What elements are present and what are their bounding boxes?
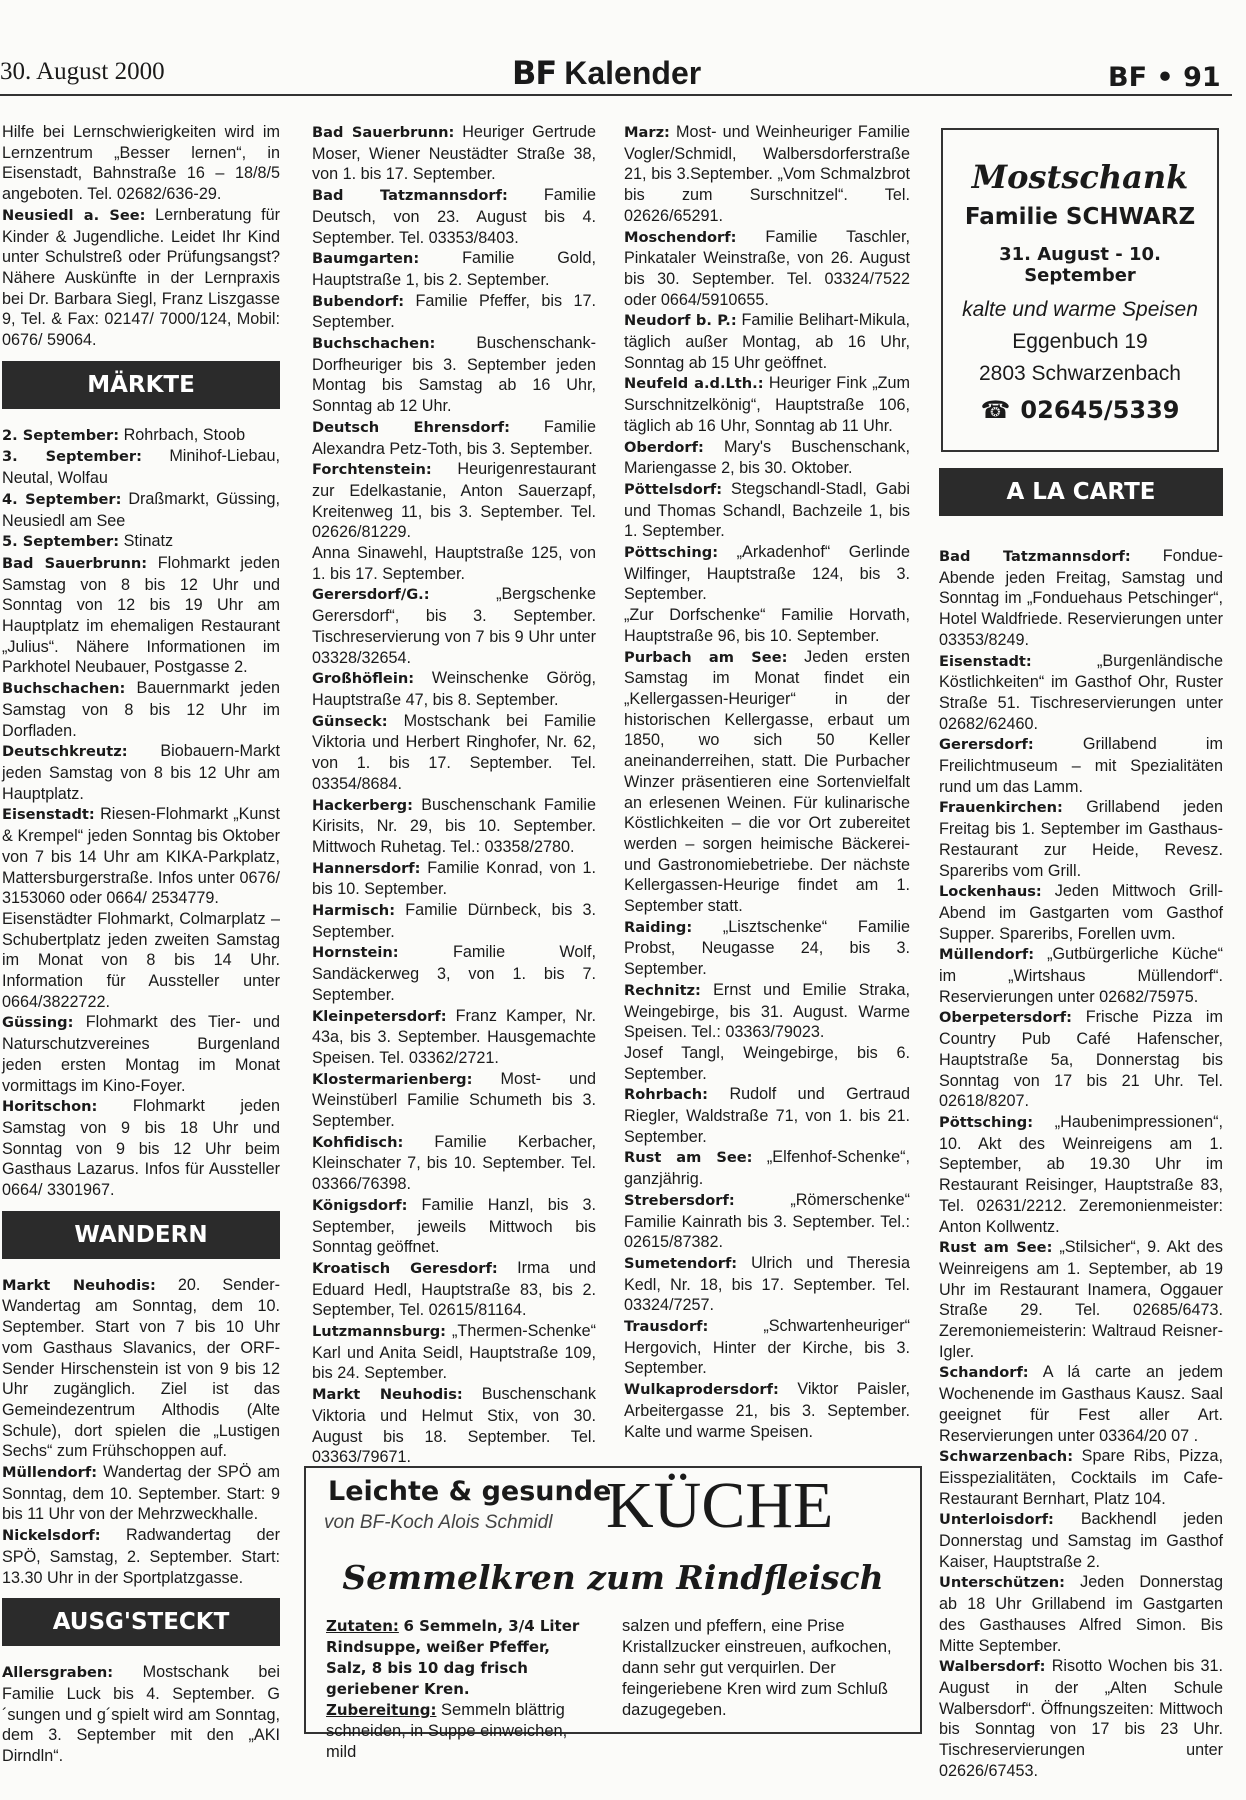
list-item: Markt Neuhodis: 20. Sender-Wandertag am Sonntag, dem 10. September. Start von 7 bis 10 Uhr vom Gasthaus Slavanics, der ORF-Sender Hirschenstein ist von 9 bis 12 Uhr zugänglich. Ziel ist das Gemeindezentrum Althodis (Alte Schule), dort spielen die „Lustigen Sechs“ zum Frühschoppen auf. bbox=[2, 1275, 280, 1461]
list-item: Deutschkreutz: Biobauern-Markt jeden Samstag von 8 bis 12 Uhr am Hauptplatz. bbox=[2, 742, 280, 803]
list-item: Walbersdorf: Risotto Wochen bis 31. August in der „Alten Schule Walbersdorf“. Öffnungszeiten: Mittwoch bis Sonntag von 17 bis 23 Uhr. Tischreservierungen unter 02626/67453. bbox=[939, 1657, 1223, 1780]
phone-icon: ☎ bbox=[980, 396, 1011, 424]
list-item: Pöttelsdorf: Stegschandl-Stadl, Gabi und Thomas Schandl, Bachzeile 1, bis 1. September. bbox=[624, 479, 910, 541]
list-item: Strebersdorf: „Römerschenke“ Familie Kainrath bis 3. September. Tel.: 02615/87382. bbox=[624, 1190, 910, 1252]
list-item: Bad Sauerbrunn: Flohmarkt jeden Samstag von 8 bis 12 Uhr und Sonntag von 12 bis 19 Uhr am Hauptplatz im ehemaligen Restaurant „Julius“. Nähere Informationen im Parkhotel Neubauer, Postgasse 2. bbox=[2, 553, 280, 677]
list-item: Klostermarienberg: Most- und Weinstüberl Familie Schumeth bis 3. September. bbox=[312, 1069, 596, 1131]
wandern-list bbox=[2, 1275, 280, 1589]
column-2 bbox=[312, 122, 596, 1468]
list-item: Rechnitz: Ernst und Emilie Straka, Weingebirge, bis 31. August. Warme Speisen. Tel.: 03363/79023. bbox=[624, 980, 910, 1042]
ad-phone-number: 02645/5339 bbox=[1020, 396, 1180, 424]
list-item: Rust am See: „Elfenhof-Schenke“, ganzjährig. bbox=[624, 1148, 910, 1189]
list-item: 2. September: Rohrbach, Stoob bbox=[2, 425, 246, 444]
list-item: Hilfe bei Lernschwierigkeiten wird im Lernzentrum „Besser lernen“, in Eisenstadt, Bahnstraße 16 – 18/8/5 angeboten. Tel. 02682/636-29. bbox=[2, 123, 280, 204]
section-title-text: Kalender bbox=[564, 55, 702, 91]
list-item: Neufeld a.d.Lth.: Heuriger Fink „Zum Surschnitzelkönig“, Hauptstraße 106, täglich ab 16 Uhr, Sonntag ab 11 Uhr. bbox=[624, 374, 910, 435]
list-item: Nickelsdorf: Radwandertag der SPÖ, Samstag, 2. September. Start: 13.30 Uhr in der Sportplatzgasse. bbox=[2, 1526, 280, 1587]
column-4 bbox=[939, 546, 1223, 1781]
list-item: Neusiedl a. See: Lernberatung für Kinder & Jugendliche. Leidet Ihr Kind unter Schulstreß oder Prüfungsangst? Nähere Auskünfte in der Lernpraxis bei Dr. Barbara Siegl, Franz Liszgasse 9, Tel. & Fax: 02147/ 7000/124, Mobil: 0676/ 59064. bbox=[2, 205, 280, 350]
list-item: Sumetendorf: Ulrich und Theresia Kedl, Nr. 18, bis 17. September. Tel. 03324/7257. bbox=[624, 1253, 910, 1315]
recipe-left-column bbox=[326, 1616, 594, 1763]
list-item: Rohrbach: Rudolf und Gertraud Riegler, Waldstraße 71, von 1. bis 21. September. bbox=[624, 1085, 910, 1146]
list-item: Pöttsching: „Arkadenhof“ Gerlinde Wilfinger, Hauptstraße 124, bis 3. September. bbox=[624, 543, 910, 604]
list-item: Wulkaprodersdorf: Viktor Paisler, Arbeitergasse 21, bis 3. September. Kalte und warme Speisen. bbox=[624, 1380, 910, 1441]
list-item: Königsdorf: Familie Hanzl, bis 3. September, jeweils Mittwoch bis Sonntag geöffnet. bbox=[312, 1195, 596, 1257]
column-3 bbox=[624, 122, 910, 1442]
list-item: Raiding: „Lisztschenke“ Familie Probst, Neugasse 24, bis 3. September. bbox=[624, 917, 910, 979]
list-item: Baumgarten: Familie Gold, Hauptstraße 1, bis 2. September. bbox=[312, 249, 596, 289]
section-title bbox=[512, 54, 701, 92]
list-item: Deutsch Ehrensdorf: Familie Alexandra Petz-Toth, bis 3. September. bbox=[312, 417, 596, 458]
ad-phone bbox=[943, 396, 1217, 424]
list-item: Hannersdorf: Familie Konrad, von 1. bis 10. September. bbox=[312, 858, 596, 899]
maerkte-list bbox=[2, 425, 280, 1201]
section-heading-maerkte: MÄRKTE bbox=[2, 361, 280, 409]
list-item: Müllendorf: Wandertag der SPÖ am Sonntag, dem 10. September. Start: 9 bis 11 Uhr von der Mehrzweckhalle. bbox=[2, 1463, 280, 1524]
list-item: Hornstein: Familie Wolf, Sandäckerweg 3, von 1. bis 7. September. bbox=[312, 943, 596, 1004]
list-item: Güssing: Flohmarkt des Tier- und Naturschutzvereines Burgenland jeden ersten Montag im Monat vormittags im Kino-Foyer. bbox=[2, 1013, 281, 1095]
list-item: Buchschachen: Bauernmarkt jeden Samstag von 8 bis 12 Uhr im Dorfladen. bbox=[2, 679, 280, 740]
list-item: Eisenstadt: Riesen-Flohmarkt „Kunst & Krempel“ jeden Sonntag bis Oktober von 7 bis 14 Uhr am KIKA-Parkplatz, Mattersburgerstraße. Infos unter 0676/ 3153060 oder 0664/ 2534779. bbox=[2, 805, 280, 908]
list-item: Unterloisdorf: Backhendl jeden Donnerstag und Samstag im Gasthof Kaiser, Hauptstraße 2. bbox=[939, 1510, 1223, 1571]
section-heading-wandern: WANDERN bbox=[2, 1211, 280, 1259]
list-item: „Zur Dorfschenke“ Familie Horvath, Hauptstraße 96, bis 10. September. bbox=[624, 606, 910, 645]
list-item: Horitschon: Flohmarkt jeden Samstag von 9 bis 18 Uhr und Sonntag von 9 bis 12 Uhr beim Gasthaus Lazarus. Infos für Aussteller 0664/ 3301967. bbox=[2, 1097, 280, 1200]
list-item: Gerersdorf/G.: „Bergschenke Gerersdorf“, bis 3. September. Tischreservierung von 7 bis 9 Uhr unter 03328/32654. bbox=[312, 585, 596, 667]
list-item: Lutzmannsburg: „Thermen-Schenke“ Karl und Anita Seidl, Hauptstraße 109, bis 24. September. bbox=[312, 1322, 596, 1383]
ad-street: Eggenbuch 19 bbox=[1012, 330, 1148, 353]
list-item: Forchtenstein: Heurigenrestaurant zur Edelkastanie, Anton Sauerzapf, Kreitenweg 11, bis 3. September. Tel. 02626/81229. bbox=[312, 460, 596, 542]
list-item: Rust am See: „Stilsicher“, 9. Akt des Weinreigens am 1. September, ab 19 Uhr im Restaurant Inamera, Oggauer Straße 29. Tel. 02685/6473. Zeremoniemeisterin: Waltraud Reisner-Igler. bbox=[939, 1238, 1223, 1361]
recipe-box bbox=[304, 1466, 922, 1761]
list-item: Kroatisch Geresdorf: Irma und Eduard Hedl, Hauptstraße 83, bis 2. September, Tel. 02615/81164. bbox=[312, 1258, 596, 1320]
issue-date: 30. August 2000 bbox=[0, 58, 165, 85]
list-item: Günseck: Mostschank bei Familie Viktoria und Herbert Ringhofer, Nr. 62, von 1. bis 17. September. Tel. 03354/8684. bbox=[312, 711, 596, 793]
list-item: Unterschützen: Jeden Donnerstag ab 18 Uhr Grillabend im Gastgarten des Gasthauses Alfred Simon. Bis Mitte September. bbox=[939, 1573, 1224, 1655]
list-item: Eisenstädter Flohmarkt, Colmarplatz – Schubertplatz jeden zweiten Samstag im Monat von 8 bis 14 Uhr. Information für Aussteller unter 0664/3822722. bbox=[2, 909, 280, 1011]
list-item: Schwarzenbach: Spare Ribs, Pizza, Eisspezialitäten, Cocktails im Cafe-Restaurant Bernhart, Platz 104. bbox=[939, 1447, 1224, 1508]
ad-dates: 31. August - 10. September bbox=[999, 244, 1161, 286]
list-item: Trausdorf: „Schwartenheuriger“ Hergovich, Hinter der Kirche, bis 3. September. bbox=[624, 1317, 910, 1378]
list-item: Müllendorf: „Gutbürgerliche Küche“ im „Wirtshaus Müllendorf“. Reservierungen unter 02682/75975. bbox=[939, 945, 1224, 1006]
recipe-preparation: Zubereitung: Semmeln blättrig schneiden, in Suppe einweichen, mild bbox=[326, 1701, 568, 1761]
ad-title: Mostschank bbox=[971, 158, 1189, 196]
list-item: Bad Tatzmannsdorf: Fondue-Abende jeden Freitag, Samstag und Sonntag im „Fonduehaus Petschinger“, Hotel Waldfriede. Reservierungen unter 03353/8249. bbox=[939, 547, 1223, 649]
list-item: Bad Tatzmannsdorf: Familie Deutsch, von 23. August bis 4. September. Tel. 03353/8403. bbox=[312, 186, 596, 247]
list-item: Bad Sauerbrunn: Heuriger Gertrude Moser, Wiener Neustädter Straße 38, von 1. bis 17. September. bbox=[312, 123, 596, 184]
list-item: Kleinpetersdorf: Franz Kamper, Nr. 43a, bis 3. September. Hausgemachte Speisen. Tel. 03362/2721. bbox=[312, 1006, 596, 1067]
list-item: Eisenstadt: „Burgenländische Köstlichkeiten“ im Gasthof Ohr, Ruster Straße 51. Tischreservierungen unter 02682/62460. bbox=[939, 651, 1223, 733]
intro-list bbox=[2, 122, 280, 351]
recipe-heading: Leichte & gesunde bbox=[328, 1476, 612, 1507]
ausgsteckt-list bbox=[2, 1662, 280, 1767]
list-item: Großhöflein: Weinschenke Görög, Hauptstraße 47, bis 8. September. bbox=[312, 669, 596, 709]
list-item: Kohfidisch: Familie Kerbacher, Kleinschater 7, bis 10. September. Tel. 03366/76398. bbox=[312, 1132, 596, 1194]
section-heading-alacarte: A LA CARTE bbox=[939, 468, 1223, 516]
list-item: Schandorf: A lá carte an jedem Wochenende im Gasthaus Kausz. Saal geeignet für Fest aller Art. Reservierungen unter 03364/20 07 . bbox=[939, 1363, 1224, 1445]
list-item: Purbach am See: Jeden ersten Samstag im Monat findet ein „Kellergassen-Heuriger“ in der historischen Kellergasse, erbaut um 1850, wo sich 50 Keller aneinanderreihen, statt. Die Purbacher Winzer präsentieren eine Sortenvielfalt an erlesenen Weinen. Für kulinarische Köstlichkeiten – die vor Ort zubereitet werden – sorgen heimische Bäckerei- und Gastronomiebetriebe. Der nächste Kellergassen-Heurige findet am 1. September statt. bbox=[624, 647, 910, 916]
list-item: Marz: Most- und Weinheuriger Familie Vogler/Schmidl, Walbersdorferstraße 21, bis 3.September. „Vom Schmalzbrot bis zum Surschnitzel“. Tel. 02626/65291. bbox=[624, 123, 910, 225]
list-item: Gerersdorf: Grillabend im Freilichtmuseum – mit Spezialitäten rund um das Lamm. bbox=[939, 735, 1223, 796]
list-item: Frauenkirchen: Grillabend jeden Freitag bis 1. September im Gasthaus-Restaurant zur Heide, Revesz. Spareribs vom Grill. bbox=[939, 798, 1223, 880]
recipe-title: Semmelkren zum Rindfleisch bbox=[342, 1558, 884, 1597]
column-1 bbox=[2, 122, 280, 1767]
mostschank-ad bbox=[941, 128, 1219, 452]
list-item: 4. September: Draßmarkt, Güssing, Neusiedl am See bbox=[2, 489, 280, 530]
recipe-kuche-title: KÜCHE bbox=[606, 1469, 834, 1542]
list-item: Bubendorf: Familie Pfeffer, bis 17. September. bbox=[312, 291, 596, 332]
list-item: Pöttsching: „Haubenimpressionen“, 10. Akt des Weinreigens am 1. September, ab 19.30 Uhr im Restaurant Reisinger, Hauptstraße 83, Tel. 02631/2212. Zeremonienmeister: Anton Kollwentz. bbox=[939, 1112, 1223, 1236]
list-item: Allersgraben: Mostschank bei Familie Luck bis 4. September. G´sungen und g´spielt wird am Sonntag, dem 3. September mit den „AKI Dirndln“. bbox=[2, 1663, 280, 1766]
list-item: Markt Neuhodis: Buschenschank Viktoria und Helmut Stix, von 30. August bis 18. September. Tel. 03363/79671. bbox=[312, 1385, 597, 1467]
bf-logo: BF bbox=[512, 54, 557, 92]
list-item: Josef Tangl, Weingebirge, bis 6. September. bbox=[624, 1043, 910, 1083]
recipe-right-column: salzen und pfeffern, eine Prise Kristallzucker einstreuen, aufkochen, dann sehr gut verquirlen. Der feingeriebene Kren wird zum Schluß dazugegeben. bbox=[622, 1617, 892, 1719]
ad-city: 2803 Schwarzenbach bbox=[979, 362, 1181, 385]
ad-food: kalte und warme Speisen bbox=[962, 298, 1198, 321]
list-item: Moschendorf: Familie Taschler, Pinkataler Weinstraße, von 26. August bis 30. September. Tel. 03324/7522 oder 0664/5910655. bbox=[624, 227, 911, 309]
list-item: Lockenhaus: Jeden Mittwoch Grill-Abend im Gastgarten vom Gasthof Supper. Spareribs, Forellen uvm. bbox=[939, 882, 1223, 943]
list-item: 3. September: Minihof-Liebau, Neutal, Wolfau bbox=[2, 447, 280, 488]
ad-family: Familie SCHWARZ bbox=[964, 204, 1196, 230]
section-heading-ausgsteckt: AUSG'STECKT bbox=[2, 1598, 280, 1646]
list-item: Neudorf b. P.: Familie Belihart-Mikula, täglich außer Montag, ab 16 Uhr, Sonntag ab 15 Uhr geöffnet. bbox=[624, 311, 910, 372]
list-item: Harmisch: Familie Dürnbeck, bis 3. September. bbox=[312, 901, 596, 941]
list-item: Oberpetersdorf: Frische Pizza im Country Pub Café Hafenscher, Hauptstraße 5a, Donnerstag bis Sonntag von 17 bis 21 Uhr. Tel. 02618/8207. bbox=[939, 1008, 1224, 1111]
header-divider bbox=[0, 94, 1232, 96]
list-item: Hackerberg: Buschenschank Familie Kirisits, Nr. 29, bis 10. September. Mittwoch Ruhetag. Tel.: 03358/2780. bbox=[312, 795, 596, 856]
page-number: BF • 91 bbox=[1108, 62, 1221, 93]
recipe-byline: von BF-Koch Alois Schmidl bbox=[324, 1512, 553, 1533]
list-item: Anna Sinawehl, Hauptstraße 125, von 1. bis 17. September. bbox=[312, 544, 596, 583]
list-item: Buchschachen: Buschenschank-Dorfheuriger bis 3. September jeden Montag bis Samstag ab 16 Uhr, Sonntag ab 12 Uhr. bbox=[312, 334, 596, 416]
list-item: 5. September: Stinatz bbox=[2, 532, 174, 551]
list-item: Oberdorf: Mary's Buschenschank, Mariengasse 2, bis 30. Oktober. bbox=[624, 437, 910, 478]
recipe-ingredients: Zutaten: 6 Semmeln, 3/4 Liter Rindsuppe, weißer Pfeffer, Salz, 8 bis 10 dag frisch geriebener Kren. bbox=[326, 1617, 580, 1698]
